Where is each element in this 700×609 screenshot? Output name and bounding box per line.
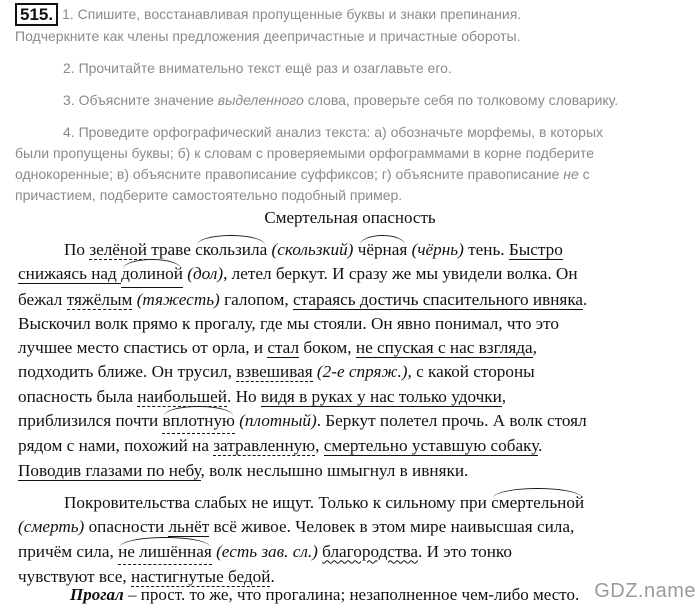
task-4-line-3: однокоренные; в) объясните правописание суффиксов; г) объясните правописание не с: [15, 166, 590, 182]
text-line: приблизился почти вплотную (плотный). Беркут полетел прочь. А волк стоял: [18, 409, 690, 434]
text-line: Поводив глазами по небу, волк неслышно шмыгнул в ивняки.: [18, 460, 469, 480]
text-line: подходить ближе. Он трусил, взвешивая (2-е спряж.), с какой стороны: [18, 362, 535, 382]
task-2: 2. Прочитайте внимательно текст ещё раз и озаглавьте его.: [63, 60, 452, 76]
text-line: рядом с нами, похожий на затравленную, смертельно уставшую собаку.: [18, 436, 543, 456]
text-line: Выскочил волк прямо к прогалу, где мы стояли. Он явно понимал, что это: [18, 313, 559, 333]
main-text: [18, 238, 690, 589]
task-4-line-1: 4. Проведите орфографический анализ текста: а) обозначьте морфемы, в которых: [63, 124, 604, 140]
site-watermark: GDZ.name: [594, 580, 696, 602]
definition-term: Прогал: [70, 585, 124, 604]
text-line: опасность была наибольшей. Но видя в руках у нас только удочки,: [18, 386, 507, 406]
text-line: бежал тяжёлым (тяжесть) галопом, стараясь достичь спасительного ивняка.: [18, 289, 588, 309]
task-4-line-4: причастием, подберите самостоятельно подобный пример.: [15, 187, 403, 203]
text-line: причём сила, не лишённая (есть зав. сл.) благородства. И это тонко: [18, 540, 690, 565]
definition: Прогал – прост. то же, что прогалина; незаполненное чем-либо место.: [70, 585, 580, 604]
task-1-line-2: Подчеркните как члены предложения деепричастные и причастные обороты.: [15, 28, 521, 44]
text-line: чувствуют все, настигнутые бедой.: [18, 566, 275, 586]
exercise-tasks: [15, 3, 693, 206]
text-line: снижаясь над долиной (дол), летел беркут. И сразу же мы увидели волка. Он: [18, 262, 690, 287]
text-line: По зелёной траве скользила (скользкий) чёрная (чёрнь) тень. Быстро: [18, 238, 690, 262]
task-3: 3. Объясните значение выделенного слова, проверьте себя по толковому словарику.: [63, 92, 619, 108]
task-1-line-1: 515. 1. Спишите, восстанавливая пропущенные буквы и знаки препинания.: [15, 3, 693, 26]
task-4-line-2: были пропущены буквы; б) к словам с проверяемыми орфограммами в корне подберите: [15, 145, 595, 161]
text-line: лучшее место спастись от орла, и стал боком, не спуская с нас взгляда,: [18, 338, 537, 358]
text-line: Покровительства слабых не ищут. Только к сильному при смертельной: [18, 491, 690, 515]
text-line: (смерть) опасности льнёт всё живое. Человек в этом мире наивысшая сила,: [18, 517, 575, 537]
highlighted-word: выделенного: [217, 92, 304, 108]
exercise-number: 515.: [15, 3, 58, 26]
text-title: Смертельная опасность: [264, 208, 436, 227]
